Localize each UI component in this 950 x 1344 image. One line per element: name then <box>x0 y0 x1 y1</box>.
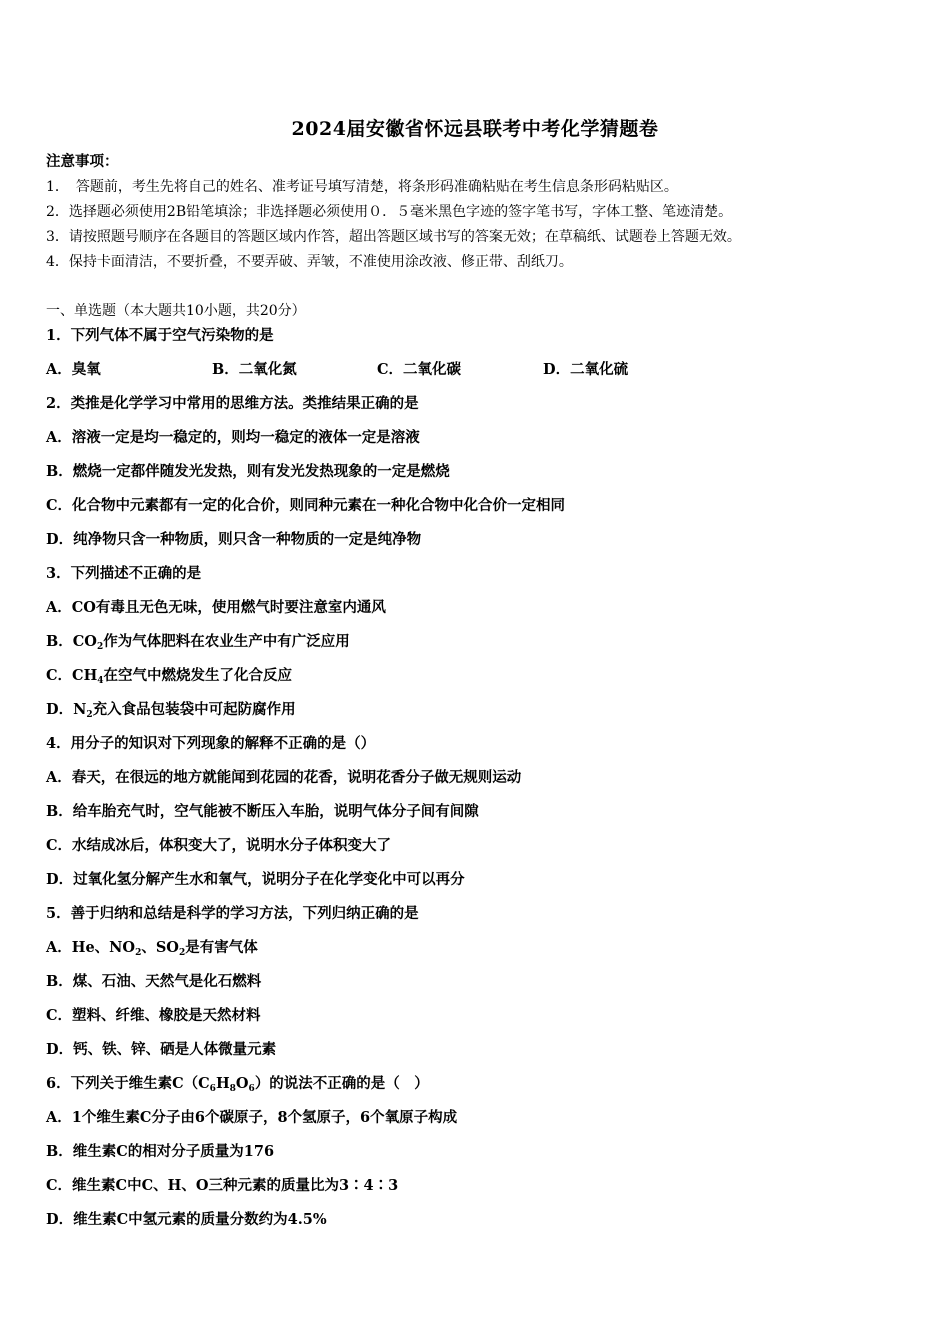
option-b: B．给车胎充气时，空气能被不断压入车胎，说明气体分子间有间隙 <box>46 803 479 820</box>
option-c: C．$CH_4$在空气中燃烧发生了化合反应 <box>46 667 293 686</box>
option-b: B．维生素C的相对分子质量为176 <box>46 1143 275 1160</box>
page-title: 2024届安徽省怀远县联考中考化学猜题卷 <box>291 118 659 140</box>
question-stem: 3．下列描述不正确的是 <box>46 565 202 582</box>
option-a: A．臭氧 <box>46 361 101 378</box>
question-stem: 1．下列气体不属于空气污染物的是 <box>46 327 274 344</box>
section-heading: 一、单选题（本大题共10小题，共20分） <box>46 303 306 319</box>
option-a: A．溶液一定是均一稳定的，则均一稳定的液体一定是溶液 <box>46 429 420 446</box>
option-a: A．1个维生素C分子由6个碳原子，8个氢原子，6个氧原子构成 <box>46 1109 458 1126</box>
notice-heading: 注意事项： <box>46 153 119 170</box>
option-d: D．过氧化氢分解产生水和氧气，说明分子在化学变化中可以再分 <box>46 871 465 888</box>
question-stem: 6．下列关于维生素$C(C_6H_8O_6)$的说法不正确的是（ ） <box>46 1075 429 1094</box>
option-a: A．CO有毒且无色无味，使用燃气时要注意室内通风 <box>46 599 386 616</box>
option-c: C．维生素C中C、H、O三种元素的质量比为3∶4∶3 <box>46 1177 399 1194</box>
option-c: C．化合物中元素都有一定的化合价，则同种元素在一种化合物中化合价一定相同 <box>46 497 566 514</box>
option-d: D．二氧化硫 <box>543 361 629 378</box>
option-d: D．$N_2$充入食品包装袋中可起防腐作用 <box>46 701 296 720</box>
option-c: C．水结成冰后，体积变大了，说明水分子体积变大了 <box>46 837 392 854</box>
question-stem: 2．类推是化学学习中常用的思维方法。类推结果正确的是 <box>46 395 419 412</box>
option-b: B．二氧化氮 <box>212 361 297 378</box>
option-a: A．春天，在很远的地方就能闻到花园的花香，说明花香分子做无规则运动 <box>46 769 522 786</box>
question-stem: 4．用分子的知识对下列现象的解释不正确的是（） <box>46 735 376 752</box>
option-c: C．塑料、纤维、橡胶是天然材料 <box>46 1007 261 1024</box>
option-d: D．钙、铁、锌、硒是人体微量元素 <box>46 1041 277 1058</box>
option-b: B．燃烧一定都伴随发光发热，则有发光发热现象的一定是燃烧 <box>46 463 450 480</box>
option-c: C．二氧化碳 <box>377 361 462 378</box>
notice-item: 1． 答题前，考生先将自己的姓名、准考证号填写清楚，将条形码准确粘贴在考生信息条形码粘贴区。 <box>46 179 678 195</box>
option-b: B．煤、石油、天然气是化石燃料 <box>46 973 262 990</box>
question-stem: 5．善于归纳和总结是科学的学习方法，下列归纳正确的是 <box>46 905 419 922</box>
option-a: A．He、$NO_2$、$SO_2$是有害气体 <box>46 939 258 958</box>
notice-item: 3．请按照题号顺序在各题目的答题区域内作答，超出答题区域书写的答案无效；在草稿纸、试题卷上答题无效。 <box>46 229 741 245</box>
option-b: B．$CO_2$作为气体肥料在农业生产中有广泛应用 <box>46 633 350 652</box>
notice-item: 2．选择题必须使用2B铅笔填涂；非选择题必须使用０．５毫米黑色字迹的签字笔书写，字体工整、笔迹清楚。 <box>46 204 733 220</box>
option-d: D．维生素C中氢元素的质量分数约为4.5% <box>46 1211 327 1228</box>
notice-item: 4．保持卡面清洁，不要折叠，不要弄破、弄皱，不准使用涂改液、修正带、刮纸刀。 <box>46 254 573 270</box>
option-d: D．纯净物只含一种物质，则只含一种物质的一定是纯净物 <box>46 531 422 548</box>
